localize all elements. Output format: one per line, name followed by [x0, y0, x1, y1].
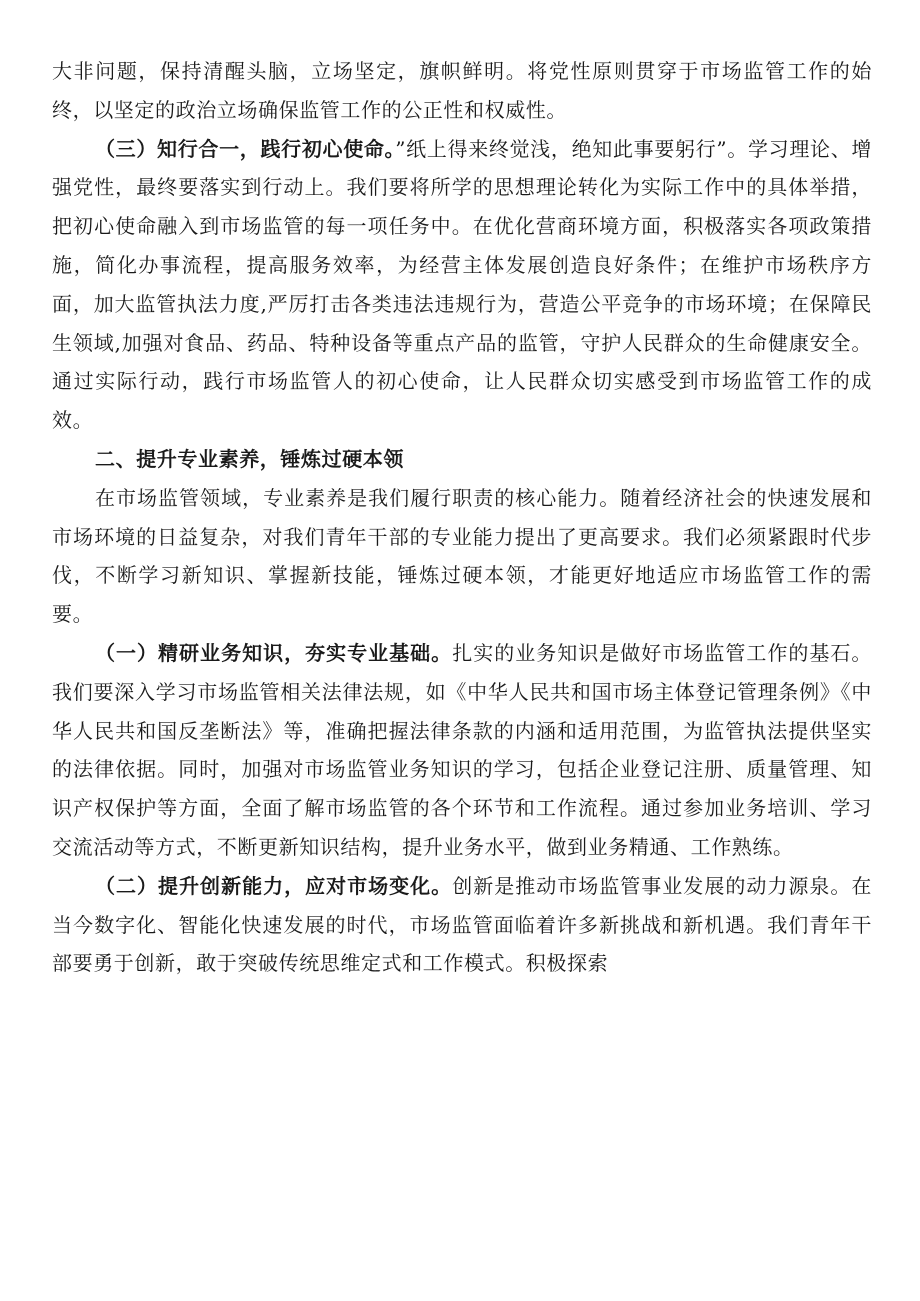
paragraph-text: 创新是推动市场监管事业发展的动力源泉。在当今数字化、智能化快速发展的时代，市场监管面临着许多新挑战和新机遇。我们青年干部要勇于创新，敢于突破传统思维定式和工作模式。积极探索 [52, 873, 872, 976]
paragraph-text: 大非问题，保持清醒头脑，立场坚定，旗帜鲜明。将党性原则贯穿于市场监管工作的始终，以坚定的政治立场确保监管工作的公正性和权威性。 [52, 59, 872, 122]
subheading-three: （三）知行合一，践行初心使命。 [95, 136, 396, 161]
paragraph-business-knowledge [52, 634, 872, 867]
section-heading-two [52, 440, 872, 479]
paragraph-professional-intro [52, 479, 872, 634]
paragraph-text: 在市场监管领域，专业素养是我们履行职责的核心能力。随着经济社会的快速发展和市场环境的日益复杂，对我们青年干部的专业能力提出了更高要求。我们必须紧跟时代步伐，不断学习新知识、掌握新技能，锤炼过硬本领，才能更好地适应市场监管工作的需要。 [52, 485, 872, 627]
paragraph-continuation [52, 52, 872, 130]
paragraph-knowledge-action [52, 130, 872, 440]
paragraph-text: ”纸上得来终觉浅，绝知此事要躬行”。学习理论、增强党性，最终要落实到行动上。我们要将所学的思想理论转化为实际工作中的具体举措，把初心使命融入到市场监管的每一项任务中。在优化营商环境方面，积极落实各项政策措施，简化办事流程，提高服务效率，为经营主体发展创造良好条件；在维护市场秩序方面，加大监管执法力度,严厉打击各类违法违规行为，营造公平竞争的市场环境；在保障民生领域,加强对食品、药品、特种设备等重点产品的监管，守护人民群众的生命健康安全。通过实际行动，践行市场监管人的初心使命，让人民群众切实感受到市场监管工作的成效。 [52, 136, 872, 433]
document-page [52, 52, 872, 983]
paragraph-innovation [52, 867, 872, 983]
section-heading-text: 二、提升专业素养，锤炼过硬本领 [95, 446, 404, 471]
subheading-two: （二）提升创新能力，应对市场变化。 [95, 873, 453, 898]
paragraph-text: 扎实的业务知识是做好市场监管工作的基石。我们要深入学习市场监管相关法律法规，如《中华人民共和国市场主体登记管理条例》《中华人民共和国反垄断法》等，准确把握法律条款的内涵和适用范围，为监管执法提供坚实的法律依据。同时，加强对市场监管业务知识的学习，包括企业登记注册、质量管理、知识产权保护等方面，全面了解市场监管的各个环节和工作流程。通过参加业务培训、学习交流活动等方式，不断更新知识结构，提升业务水平，做到业务精通、工作熟练。 [52, 640, 872, 859]
subheading-one: （一）精研业务知识，夯实专业基础。 [95, 640, 453, 665]
